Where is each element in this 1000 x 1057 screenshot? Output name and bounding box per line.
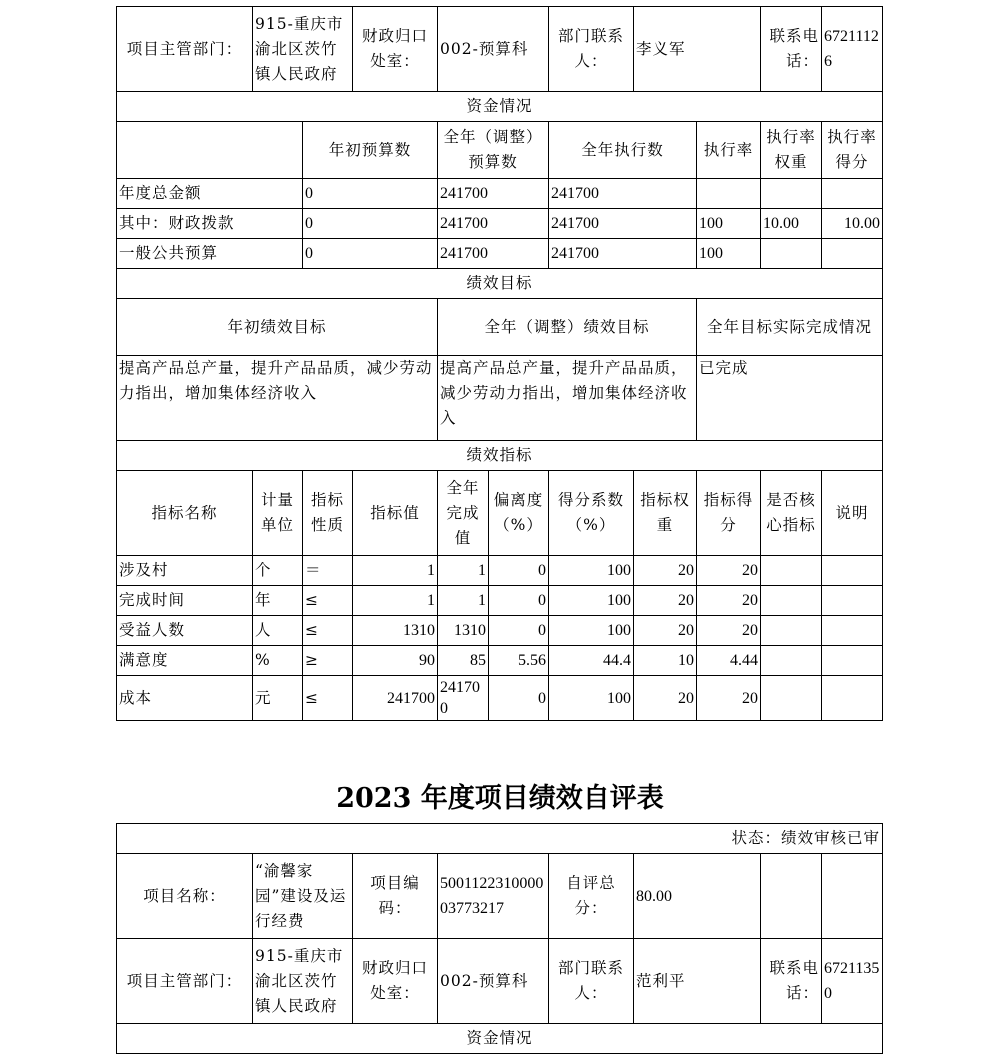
ind-nature: ≤	[303, 616, 353, 646]
project-value: “渝馨家园”建设及运行经费	[253, 854, 353, 939]
ind-note	[822, 676, 883, 721]
finance-value: 002-预算科	[438, 7, 549, 92]
funds-adjusted: 241700	[438, 209, 549, 239]
score-label: 自评总分：	[549, 854, 634, 939]
ind-target: 1	[353, 586, 438, 616]
funds-header: 执行率得分	[822, 122, 883, 179]
dept-label: 项目主管部门：	[117, 7, 253, 92]
funds-header: 全年（调整）预算数	[438, 122, 549, 179]
funds-score	[822, 179, 883, 209]
ind-dev: 0	[489, 586, 549, 616]
ind-nature: ≤	[303, 586, 353, 616]
goals-header-row	[117, 299, 883, 356]
ind-done: 1	[438, 556, 489, 586]
goals-header: 全年目标实际完成情况	[697, 299, 883, 356]
phone-value: 67211126	[822, 7, 883, 92]
goal-initial: 提高产品总产量，提升产品品质，减少劳动力指出，增加集体经济收入	[117, 356, 438, 441]
ind-name: 完成时间	[117, 586, 253, 616]
ind-weight: 20	[634, 616, 697, 646]
ind-target: 90	[353, 646, 438, 676]
ind-score: 20	[697, 556, 761, 586]
finance-label: 财政归口处室：	[353, 939, 438, 1024]
contact-value: 范利平	[634, 939, 761, 1024]
funds-row-name: 其中：财政拨款	[117, 209, 303, 239]
code-label: 项目编码：	[353, 854, 438, 939]
ind-unit: 元	[253, 676, 303, 721]
indicator-header: 计量单位	[253, 471, 303, 556]
empty-cell	[761, 854, 822, 939]
indicator-row	[117, 616, 883, 646]
goals-header: 年初绩效目标	[117, 299, 438, 356]
indicator-row	[117, 556, 883, 586]
indicator-row	[117, 586, 883, 616]
code-value: 500112231000003773217	[438, 854, 549, 939]
ind-coef: 100	[549, 556, 634, 586]
funds-rate: 100	[697, 209, 761, 239]
goals-title: 绩效目标	[117, 269, 883, 299]
ind-dev: 5.56	[489, 646, 549, 676]
funds-row-name: 年度总金额	[117, 179, 303, 209]
ind-coef: 44.4	[549, 646, 634, 676]
ind-weight: 20	[634, 586, 697, 616]
indicator-header: 是否核心指标	[761, 471, 822, 556]
indicator-header: 说明	[822, 471, 883, 556]
funds-header: 执行率	[697, 122, 761, 179]
ind-score: 4.44	[697, 646, 761, 676]
funds-rate: 100	[697, 239, 761, 269]
ind-note	[822, 586, 883, 616]
ind-score: 20	[697, 676, 761, 721]
funds-executed: 241700	[549, 179, 697, 209]
ind-dev: 0	[489, 676, 549, 721]
dept-value: 915-重庆市渝北区茨竹镇人民政府	[253, 939, 353, 1024]
goals-header: 全年（调整）绩效目标	[438, 299, 697, 356]
empty-cell	[822, 854, 883, 939]
contact-label: 部门联系人：	[549, 7, 634, 92]
ind-coef: 100	[549, 586, 634, 616]
finance-label: 财政归口处室：	[353, 7, 438, 92]
dept-label: 项目主管部门：	[117, 939, 253, 1024]
ind-name: 满意度	[117, 646, 253, 676]
funds-row-name: 一般公共预算	[117, 239, 303, 269]
performance-table-1	[116, 6, 883, 721]
funds-weight	[761, 179, 822, 209]
funds-header: 执行率权重	[761, 122, 822, 179]
funds-weight: 10.00	[761, 209, 822, 239]
ind-score: 20	[697, 586, 761, 616]
goals-row	[117, 356, 883, 441]
funds-header: 年初预算数	[303, 122, 438, 179]
funds-header-row	[117, 122, 883, 179]
page-title: 2023 年度项目绩效自评表	[336, 783, 664, 814]
ind-dev: 0	[489, 616, 549, 646]
phone-value: 67211350	[822, 939, 883, 1024]
funds-weight	[761, 239, 822, 269]
indicator-header: 全年完成值	[438, 471, 489, 556]
score-value: 80.00	[634, 854, 761, 939]
funds-executed: 241700	[549, 239, 697, 269]
indicator-row	[117, 676, 883, 721]
ind-name: 受益人数	[117, 616, 253, 646]
ind-done: 85	[438, 646, 489, 676]
indicator-header: 指标得分	[697, 471, 761, 556]
funds-adjusted: 241700	[438, 239, 549, 269]
funds-initial: 0	[303, 209, 438, 239]
ind-nature: ≤	[303, 676, 353, 721]
funds-rate	[697, 179, 761, 209]
ind-weight: 20	[634, 556, 697, 586]
finance-value: 002-预算科	[438, 939, 549, 1024]
goal-actual: 已完成	[697, 356, 883, 441]
ind-core	[761, 646, 822, 676]
phone-label: 联系电话：	[761, 939, 822, 1024]
ind-core	[761, 556, 822, 586]
ind-coef: 100	[549, 676, 634, 721]
ind-dev: 0	[489, 556, 549, 586]
indicator-header: 指标权重	[634, 471, 697, 556]
ind-unit: 人	[253, 616, 303, 646]
ind-nature: ≥	[303, 646, 353, 676]
ind-core	[761, 616, 822, 646]
indicator-header: 指标值	[353, 471, 438, 556]
ind-coef: 100	[549, 616, 634, 646]
contact-label: 部门联系人：	[549, 939, 634, 1024]
funds-score	[822, 239, 883, 269]
funds-header: 全年执行数	[549, 122, 697, 179]
ind-note	[822, 646, 883, 676]
ind-unit: 年	[253, 586, 303, 616]
indicators-title: 绩效指标	[117, 441, 883, 471]
ind-nature: ＝	[303, 556, 353, 586]
indicator-header-row	[117, 471, 883, 556]
funds-initial: 0	[303, 239, 438, 269]
project-name-row	[117, 854, 883, 939]
funds-title: 资金情况	[117, 1024, 883, 1054]
indicator-header: 得分系数（%）	[549, 471, 634, 556]
funds-adjusted: 241700	[438, 179, 549, 209]
ind-target: 1310	[353, 616, 438, 646]
ind-note	[822, 616, 883, 646]
indicator-header: 偏离度（%）	[489, 471, 549, 556]
status-text: 状态：绩效审核已审	[117, 824, 883, 854]
ind-name: 涉及村	[117, 556, 253, 586]
funds-corner	[117, 122, 303, 179]
funds-row	[117, 239, 883, 269]
funds-score: 10.00	[822, 209, 883, 239]
ind-unit: 个	[253, 556, 303, 586]
funds-initial: 0	[303, 179, 438, 209]
project-header-row	[117, 939, 883, 1024]
indicator-header: 指标性质	[303, 471, 353, 556]
ind-score: 20	[697, 616, 761, 646]
contact-value: 李义军	[634, 7, 761, 92]
ind-done: 241700	[438, 676, 489, 721]
ind-done: 1310	[438, 616, 489, 646]
ind-weight: 10	[634, 646, 697, 676]
ind-name: 成本	[117, 676, 253, 721]
project-label: 项目名称：	[117, 854, 253, 939]
indicator-header: 指标名称	[117, 471, 253, 556]
ind-unit: %	[253, 646, 303, 676]
goal-adjusted: 提高产品总产量，提升产品品质，减少劳动力指出，增加集体经济收入	[438, 356, 697, 441]
ind-core	[761, 676, 822, 721]
phone-label: 联系电话：	[761, 7, 822, 92]
ind-core	[761, 586, 822, 616]
ind-target: 241700	[353, 676, 438, 721]
project-header-row	[117, 7, 883, 92]
performance-table-2	[116, 823, 883, 1054]
indicator-row	[117, 646, 883, 676]
ind-target: 1	[353, 556, 438, 586]
ind-weight: 20	[634, 676, 697, 721]
funds-row	[117, 209, 883, 239]
ind-done: 1	[438, 586, 489, 616]
funds-row	[117, 179, 883, 209]
dept-value: 915-重庆市渝北区茨竹镇人民政府	[253, 7, 353, 92]
funds-executed: 241700	[549, 209, 697, 239]
funds-title: 资金情况	[117, 92, 883, 122]
ind-note	[822, 556, 883, 586]
